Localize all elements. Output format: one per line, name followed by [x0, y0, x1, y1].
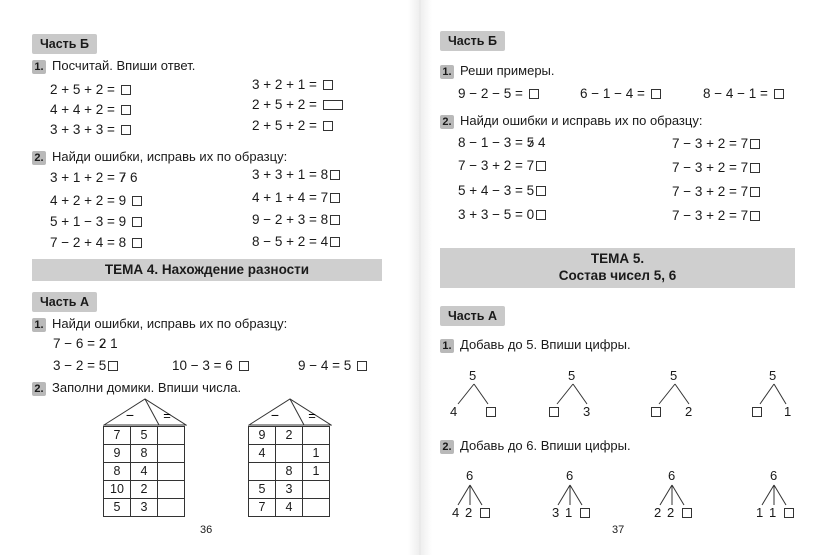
topic-4-banner: ТЕМА 4. Нахождение разности	[32, 259, 382, 281]
answer-box[interactable]	[580, 508, 590, 518]
equation: 5 + 4 − 3 = 5	[458, 183, 546, 199]
answer-box[interactable]	[752, 407, 762, 417]
right-a-task1-heading	[440, 337, 631, 353]
crossed-answer: 5	[526, 135, 535, 150]
equation: 7 − 3 + 2 = 7	[672, 208, 760, 224]
equation: 6 − 1 − 4 =	[580, 86, 661, 102]
example-equation: 7 − 6 = 2 1	[53, 336, 118, 351]
number-house-1	[103, 398, 187, 517]
equation: 3 + 3 + 1 = 8	[252, 167, 340, 183]
example-equation: 8 − 1 − 3 = 5 4	[458, 135, 546, 150]
crossed-answer: 7	[118, 170, 127, 185]
answer-box[interactable]	[132, 238, 142, 248]
answer-box[interactable]	[132, 196, 142, 206]
corrected-answer: 1	[110, 336, 118, 351]
equation: 3 − 2 = 5	[53, 358, 118, 374]
crossed-answer: 2	[98, 336, 107, 351]
roof-equals-sign: =	[308, 408, 316, 423]
answer-box[interactable]	[750, 211, 760, 221]
task-number: 1.	[440, 65, 454, 79]
answer-box[interactable]	[549, 407, 559, 417]
equation: 8 − 4 − 1 =	[703, 86, 784, 102]
task-number: 2.	[32, 151, 46, 165]
composition-tree-6: 6 4 2	[448, 468, 518, 538]
task-number: 2.	[32, 382, 46, 396]
part-b-label-right: Часть Б	[440, 31, 505, 51]
equation: 2 + 5 + 2 =	[252, 97, 343, 113]
answer-box[interactable]	[330, 215, 340, 225]
answer-box[interactable]	[330, 170, 340, 180]
task-number: 1.	[32, 60, 46, 74]
topic-5-line2: Состав чисел 5, 6	[558, 268, 677, 283]
house-grid: 9 2 4 1 8 1 5 3 7 4	[248, 426, 330, 517]
corrected-answer: 4	[537, 135, 546, 150]
equation: 2 + 5 + 2 =	[50, 82, 131, 98]
right-a-task2-heading	[440, 438, 631, 454]
number-house-2	[248, 398, 332, 517]
equation: 4 + 1 + 4 = 7	[252, 190, 340, 206]
answer-box[interactable]	[357, 361, 367, 371]
equation: 2 + 5 + 2 =	[252, 118, 333, 134]
part-b-label-left: Часть Б	[32, 34, 97, 54]
answer-box[interactable]	[529, 89, 539, 99]
answer-box[interactable]	[121, 105, 131, 115]
composition-tree-5: 5 2	[645, 368, 715, 438]
composition-tree-5: 5 1	[746, 368, 816, 438]
task-number: 2.	[440, 440, 454, 454]
answer-box[interactable]	[682, 508, 692, 518]
page-number-right: 37	[612, 524, 625, 536]
task-text: Посчитай. Впиши ответ.	[52, 58, 196, 73]
task-number: 1.	[440, 339, 454, 353]
page-fold	[408, 0, 432, 555]
part-a-label-left: Часть А	[32, 292, 97, 312]
equation: 7 − 3 + 2 = 7	[672, 160, 760, 176]
topic-5-banner	[440, 248, 795, 288]
answer-box[interactable]	[486, 407, 496, 417]
right-b-task1-heading	[440, 63, 555, 79]
answer-box[interactable]	[750, 163, 760, 173]
answer-box[interactable]	[121, 85, 131, 95]
answer-box[interactable]	[121, 125, 131, 135]
answer-box[interactable]	[132, 217, 142, 227]
answer-box[interactable]	[108, 361, 118, 371]
answer-box[interactable]	[480, 508, 490, 518]
composition-tree-5: 5 4	[444, 368, 514, 438]
answer-box[interactable]	[750, 187, 760, 197]
task-text: Реши примеры.	[460, 63, 555, 78]
answer-box[interactable]	[536, 161, 546, 171]
answer-box[interactable]	[330, 237, 340, 247]
equation: 3 + 2 + 1 =	[252, 77, 333, 93]
equation: 7 − 3 + 2 = 7	[672, 184, 760, 200]
task-number: 1.	[32, 318, 46, 332]
answer-box[interactable]	[651, 407, 661, 417]
equation: 9 − 2 − 5 =	[458, 86, 539, 102]
roof-minus-sign: −	[270, 407, 280, 423]
task-text: Заполни домики. Впиши числа.	[52, 380, 242, 395]
house-roof	[103, 398, 187, 426]
equation: 10 − 3 = 6	[172, 358, 249, 374]
example-equation: 3 + 1 + 2 = 7 6	[50, 170, 138, 185]
equation: 9 − 2 + 3 = 8	[252, 212, 340, 228]
task-number: 2.	[440, 115, 454, 129]
right-b-task2-heading	[440, 113, 702, 129]
equation: 4 + 2 + 2 = 9	[50, 193, 142, 209]
task-text: Добавь до 5. Впиши цифры.	[460, 337, 631, 352]
equation: 8 − 5 + 2 = 4	[252, 234, 340, 250]
roof-minus-sign: −	[125, 407, 135, 423]
answer-box[interactable]	[750, 139, 760, 149]
equation: 5 + 1 − 3 = 9	[50, 214, 142, 230]
composition-tree-6: 6 3 1	[548, 468, 618, 538]
equation: 3 + 3 − 5 = 0	[458, 207, 546, 223]
page-number-left: 36	[200, 524, 213, 536]
equation: 7 − 3 + 2 = 7	[458, 158, 546, 174]
roof-equals-sign: =	[163, 408, 171, 423]
house-roof	[248, 398, 332, 426]
answer-box[interactable]	[651, 89, 661, 99]
task-text: Найди ошибки и исправь их по образцу:	[460, 113, 703, 128]
equation: 4 + 4 + 2 =	[50, 102, 131, 118]
left-b-task1-heading	[32, 58, 195, 74]
task-text: Найди ошибки, исправь их по образцу:	[52, 316, 288, 331]
answer-box[interactable]	[774, 89, 784, 99]
answer-box[interactable]	[323, 80, 333, 90]
left-a-task2-heading	[32, 380, 241, 396]
composition-tree-5: 5 3	[543, 368, 613, 438]
left-b-task2-heading	[32, 149, 287, 165]
answer-box[interactable]	[536, 186, 546, 196]
answer-box[interactable]	[330, 193, 340, 203]
equation: 7 − 2 + 4 = 8	[50, 235, 142, 251]
answer-box[interactable]	[239, 361, 249, 371]
task-text: Добавь до 6. Впиши цифры.	[460, 438, 631, 453]
left-a-task1-heading	[32, 316, 287, 332]
composition-tree-6: 6 2 2	[650, 468, 720, 538]
answer-box-double[interactable]	[323, 100, 343, 110]
equation: 3 + 3 + 3 =	[50, 122, 131, 138]
house-grid: 7 5 9 8 8 4 10 2 5 3	[103, 426, 185, 517]
answer-box[interactable]	[784, 508, 794, 518]
composition-tree-6: 6 1 1	[752, 468, 822, 538]
answer-box[interactable]	[323, 121, 333, 131]
topic-5-line1: ТЕМА 5.	[590, 251, 645, 266]
corrected-answer: 6	[129, 170, 138, 185]
equation: 7 − 3 + 2 = 7	[672, 136, 760, 152]
equation: 9 − 4 = 5	[298, 358, 367, 374]
part-a-label-right: Часть А	[440, 306, 505, 326]
task-text: Найди ошибки, исправь их по образцу:	[52, 149, 288, 164]
answer-box[interactable]	[536, 210, 546, 220]
